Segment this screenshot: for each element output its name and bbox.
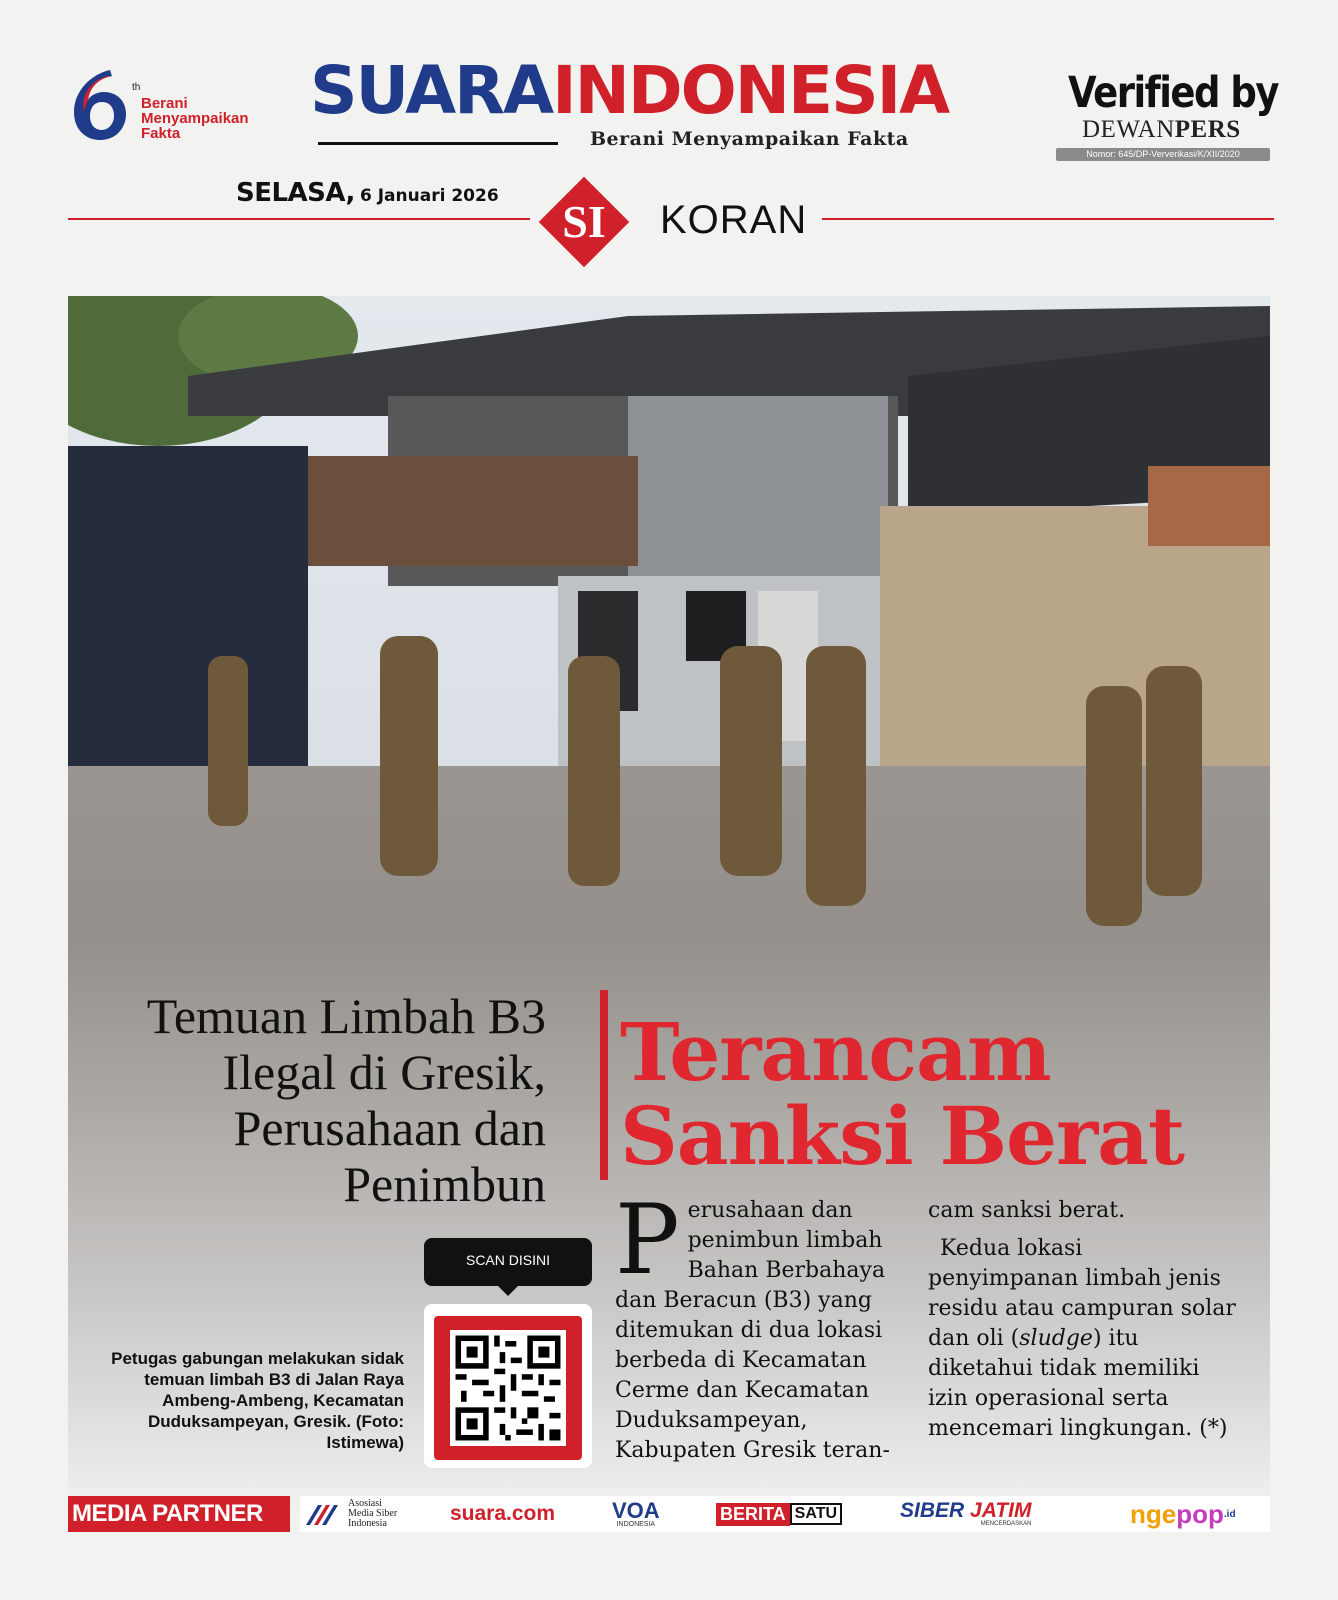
pop-text: pop [1176,1498,1224,1529]
headline: Terancam Sanksi Berat [620,1005,1184,1183]
dewan-pers-logo [1082,116,1241,144]
headline-accent-bar [600,990,608,1180]
p2-text-a: Kedua lokasi penyimpanan limbah jenis residu atau campuran solar dan oli ( [928,1236,1236,1351]
voa-logo[interactable] [612,1496,660,1532]
brand-suara: SUARA [310,52,553,129]
drop-cap: P [615,1184,680,1296]
amsi-logo[interactable] [304,1496,397,1532]
ngepop-logo[interactable] [1130,1496,1236,1532]
verified-label: Verified by [1068,68,1278,118]
pers-text: PERS [1174,116,1241,143]
amsi-line-1: Asosiasi [348,1498,382,1509]
siberjatim-logo[interactable] [900,1496,1031,1532]
voa-sub: INDONESIA [616,1520,656,1528]
anniversary-tagline: Berani Menyampaikan Fakta [141,95,249,142]
issue-day: SELASA, [236,178,355,208]
anniversary-six-icon [66,64,136,144]
masthead-tagline: Berani Menyampaikan Fakta [590,128,909,150]
qr-code-icon[interactable] [448,1330,568,1446]
beritasatu-logo[interactable] [716,1496,842,1532]
satu-text: SATU [790,1503,842,1525]
amsi-line-3: Indonesia [348,1518,387,1529]
jatim-text: JATIM [970,1499,1032,1522]
header-rule-left [68,218,530,220]
article-column-1 [615,1184,911,1466]
amsi-line-2: Media Siber [348,1508,398,1519]
siber-text: SIBER [900,1499,965,1522]
dewan-text: DEWAN [1082,116,1175,143]
sub-headline: Temuan Limbah B3 Ilegal di Gresik, Perusahaan dan Penimbun [146,988,546,1212]
article-column-1-text: erusahaan dan penimbun limbah Bahan Berbahaya dan Beracun (B3) yang ditemukan di dua lokasi berbeda di Kecamatan Cerme dan Kecamatan Duduksampeyan, Kabupaten Gresik teran- [615,1198,890,1463]
section-label: KORAN [660,198,808,242]
nge-text: nge [1130,1498,1177,1529]
photo-caption: Petugas gabungan melakukan sidak temuan limbah B3 di Jalan Raya Ambeng-Ambeng, Kecamatan Duduksampeyan, Gresik. (Foto: Istimewa) [111,1349,404,1452]
article-column-2 [928,1196,1238,1444]
id-text: .id [1223,1508,1236,1520]
verification-number: Nomor: 645/DP-Ververikasi/K/XII/2020 [1056,148,1270,161]
p2-text-b: ) itu diketahui tidak memiliki izin operasional serta mencemari lingkungan. (*) [928,1326,1228,1441]
voa-text: VOA [612,1497,660,1523]
scan-pointer-icon [496,1284,520,1296]
siberjatim-text [900,1501,1031,1521]
suara-com-logo[interactable]: suara.com [450,1502,556,1525]
issue-date [236,178,499,208]
si-logo: SI [562,196,606,247]
anniversary-suffix: th [132,82,141,93]
amsi-stripes-icon [304,1501,344,1527]
article-column-2-p1: cam sanksi berat. [928,1198,1126,1223]
jatim-sub: MENCERDASKAN [980,1521,1032,1527]
p2-emphasis: sludge [1019,1326,1093,1351]
issue-date-text: 6 Januari 2026 [359,186,499,206]
article-column-2-p2 [928,1234,1238,1444]
media-partner-logos [300,1496,1270,1532]
header-rule-right [822,218,1274,220]
berita-text: BERITA [716,1503,790,1526]
brand-indonesia: INDONESIA [552,52,949,129]
tagline-rule [318,142,558,145]
media-partner-label: MEDIA PARTNER [72,1500,263,1527]
masthead-logo[interactable] [310,52,949,129]
scan-here-button[interactable]: SCAN DISINI [424,1238,592,1286]
